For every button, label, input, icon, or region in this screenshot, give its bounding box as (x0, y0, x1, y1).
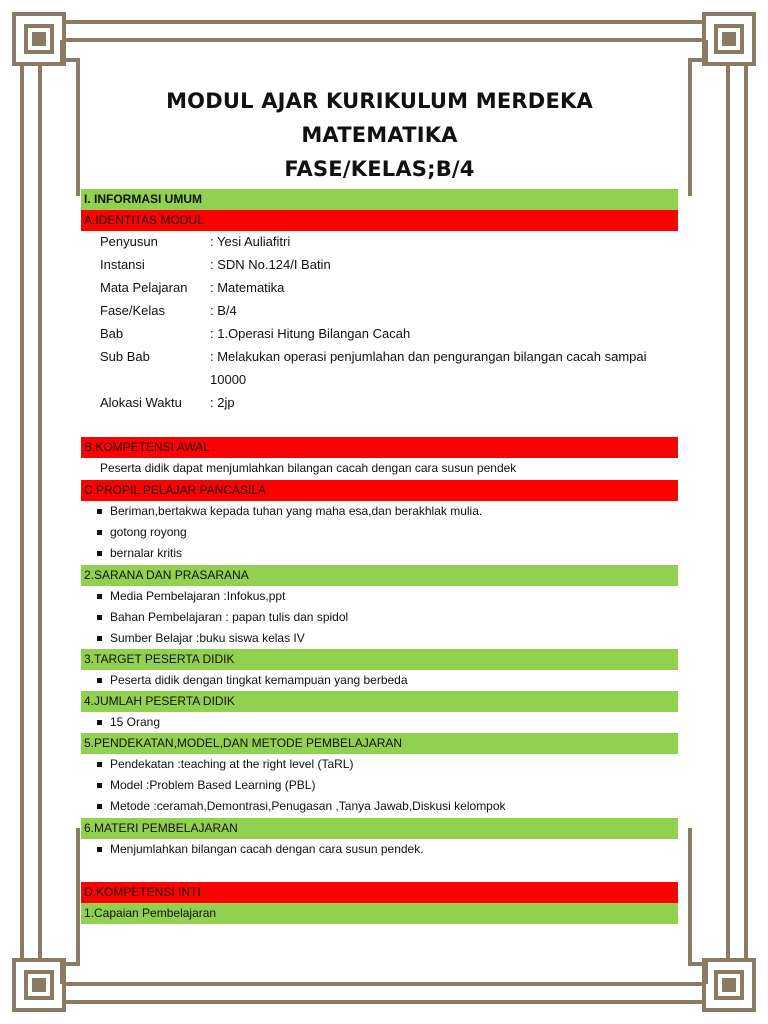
target-list (97, 670, 408, 691)
title-line-3: FASE/KELAS;B/4 (284, 157, 475, 181)
identitas-key: Instansi (100, 257, 145, 272)
section-identitas-modul: A.IDENTITAS MODUL (81, 210, 678, 231)
materi-list (97, 839, 424, 860)
identitas-row (100, 230, 680, 253)
corner-knot-top-left (14, 14, 64, 64)
section-kompetensi-inti: D.KOMPETENSI INTI (81, 882, 678, 903)
identitas-row (100, 391, 680, 414)
identitas-key: Mata Pelajaran (100, 280, 188, 295)
jumlah-list (97, 712, 160, 733)
title-line-1: MODUL AJAR KURIKULUM MERDEKA (166, 89, 593, 113)
section-informasi-umum: I. INFORMASI UMUM (81, 189, 678, 210)
section-sarana: 2.SARANA DAN PRASARANA (81, 565, 678, 586)
list-item: Model :Problem Based Learning (PBL) (97, 775, 506, 796)
section-materi: 6.MATERI PEMBELAJARAN (81, 818, 678, 839)
section-target: 3.TARGET PESERTA DIDIK (81, 649, 678, 670)
identitas-key: Fase/Kelas (100, 303, 166, 318)
corner-knot-bottom-right (704, 960, 754, 1010)
identitas-key: Alokasi Waktu (100, 395, 182, 410)
list-item: 15 Orang (97, 712, 160, 733)
profil-list (97, 501, 482, 564)
list-item: Beriman,bertakwa kepada tuhan yang maha esa,dan berakhlak mulia. (97, 501, 482, 522)
identitas-value: : 2jp (210, 395, 235, 410)
list-item: Peserta didik dengan tingkat kemampuan yang berbeda (97, 670, 408, 691)
sarana-list (97, 586, 348, 649)
identitas-value: : 1.Operasi Hitung Bilangan Cacah (210, 326, 411, 341)
identitas-value: : SDN No.124/I Batin (210, 257, 331, 272)
square-bullet-icon (97, 762, 102, 767)
corner-knot-bottom-left (14, 960, 64, 1010)
corner-knot-top-right (704, 14, 754, 64)
list-item: Metode :ceramah,Demontrasi,Penugasan ,Tanya Jawab,Diskusi kelompok (97, 796, 506, 817)
identitas-row (100, 345, 680, 368)
list-item: Pendekatan :teaching at the right level (TaRL) (97, 754, 506, 775)
square-bullet-icon (97, 847, 102, 852)
identitas-row (100, 276, 680, 299)
title-line-2: MATEMATIKA (301, 123, 458, 147)
identitas-row (100, 368, 680, 391)
list-item: Bahan Pembelajaran : papan tulis dan spidol (97, 607, 348, 628)
identitas-row (100, 299, 680, 322)
list-item: Media Pembelajaran :Infokus,ppt (97, 586, 348, 607)
list-item: Menjumlahkan bilangan cacah dengan cara susun pendek. (97, 839, 424, 860)
document-title (81, 84, 678, 186)
kompetensi-awal-text: Peserta didik dapat menjumlahkan bilangan cacah dengan cara susun pendek (100, 461, 517, 475)
identitas-key: Sub Bab (100, 349, 150, 364)
list-item: bernalar kritis (97, 543, 482, 564)
square-bullet-icon (97, 615, 102, 620)
section-profil-pelajar: C.PROPIL PELAJAR PANCASILA (81, 480, 678, 501)
square-bullet-icon (97, 720, 102, 725)
section-capaian: 1.Capaian Pembelajaran (81, 903, 678, 924)
square-bullet-icon (97, 551, 102, 556)
square-bullet-icon (97, 678, 102, 683)
identitas-value: 10000 (210, 372, 247, 387)
identitas-row (100, 322, 680, 345)
section-kompetensi-awal: B.KOMPETENSI AWAL (81, 437, 678, 458)
identitas-value: : Matematika (210, 280, 285, 295)
identitas-value: : Yesi Auliafitri (210, 234, 291, 249)
square-bullet-icon (97, 636, 102, 641)
identitas-table (100, 230, 680, 414)
identitas-key: Penyusun (100, 234, 158, 249)
list-item: gotong royong (97, 522, 482, 543)
identitas-value: : B/4 (210, 303, 237, 318)
square-bullet-icon (97, 783, 102, 788)
section-pendekatan: 5.PENDEKATAN,MODEL,DAN METODE PEMBELAJARAN (81, 733, 678, 754)
section-jumlah: 4.JUMLAH PESERTA DIDIK (81, 691, 678, 712)
square-bullet-icon (97, 804, 102, 809)
square-bullet-icon (97, 594, 102, 599)
identitas-key (100, 368, 210, 391)
identitas-key: Bab (100, 326, 124, 341)
identitas-row (100, 253, 680, 276)
square-bullet-icon (97, 509, 102, 514)
list-item: Sumber Belajar :buku siswa kelas IV (97, 628, 348, 649)
identitas-value: : Melakukan operasi penjumlahan dan pengurangan bilangan cacah sampai (210, 349, 647, 364)
pendekatan-list (97, 754, 506, 817)
square-bullet-icon (97, 530, 102, 535)
